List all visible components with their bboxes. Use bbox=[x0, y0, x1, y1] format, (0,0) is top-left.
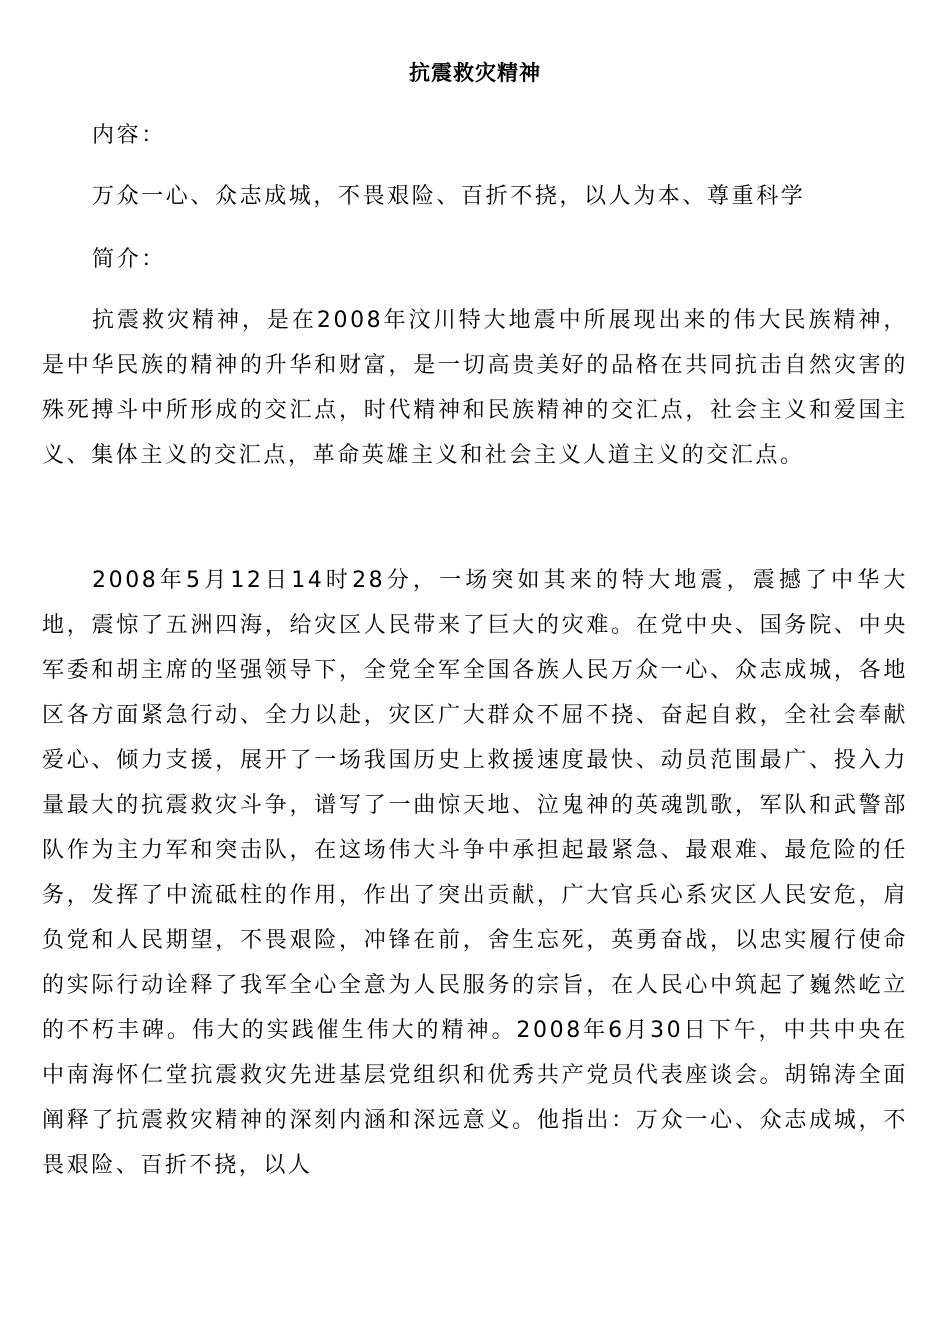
intro-paragraph-2: 2008年5月12日14时28分，一场突如其来的特大地震，震撼了中华大地，震惊了五洲四海，给灾区人民带来了巨大的灾难。在党中央、国务院、中央军委和胡主席的坚强领导下，全党全军全国各族人民万众一心、众志成城，各地区各方面紧急行动、全力以赴，灾区广大群众不屈不挠、奋起自救，全社会奉献爱心、倾力支援，展开了一场我国历史上救援速度最快、动员范围最广、投入力量最大的抗震救灾斗争，谱写了一曲惊天地、泣鬼神的英魂凯歌，军队和武警部队作为主力军和突击队，在这场伟大斗争中承担起最紧急、最艰难、最危险的任务，发挥了中流砥柱的作用，作出了突出贡献，广大官兵心系灾区人民安危，肩负党和人民期望，不畏艰险，冲锋在前，舍生忘死，英勇奋战，以忠实履行使命的实际行动诠释了我军全心全意为人民服务的宗旨，在人民心中筑起了巍然屹立的不朽丰碑。伟大的实践催生伟大的精神。2008年6月30日下午，中共中央在中南海怀仁堂抗震救灾先进基层党组织和优秀共产党员代表座谈会。胡锦涛全面阐释了抗震救灾精神的深刻内涵和深远意义。他指出：万众一心、众志成城，不畏艰险、百折不挠，以人 bbox=[42, 568, 908, 1178]
content-text: 万众一心、众志成城，不畏艰险、百折不挠，以人为本、尊重科学 bbox=[92, 184, 806, 209]
intro-paragraph-1: 抗震救灾精神，是在2008年汶川特大地震中所展现出来的伟大民族精神，是中华民族的精神的升华和财富，是一切高贵美好的品格在共同抗击自然灾害的殊死搏斗中所形成的交汇点，时代精神和民族精神的交汇点，社会主义和爱国主义、集体主义的交汇点，革命英雄主义和社会主义人道主义的交汇点。 bbox=[42, 308, 908, 468]
document-title: 抗震救灾精神 bbox=[409, 60, 541, 85]
content-label: 内容： bbox=[92, 123, 166, 148]
intro-label: 简介： bbox=[92, 247, 166, 272]
